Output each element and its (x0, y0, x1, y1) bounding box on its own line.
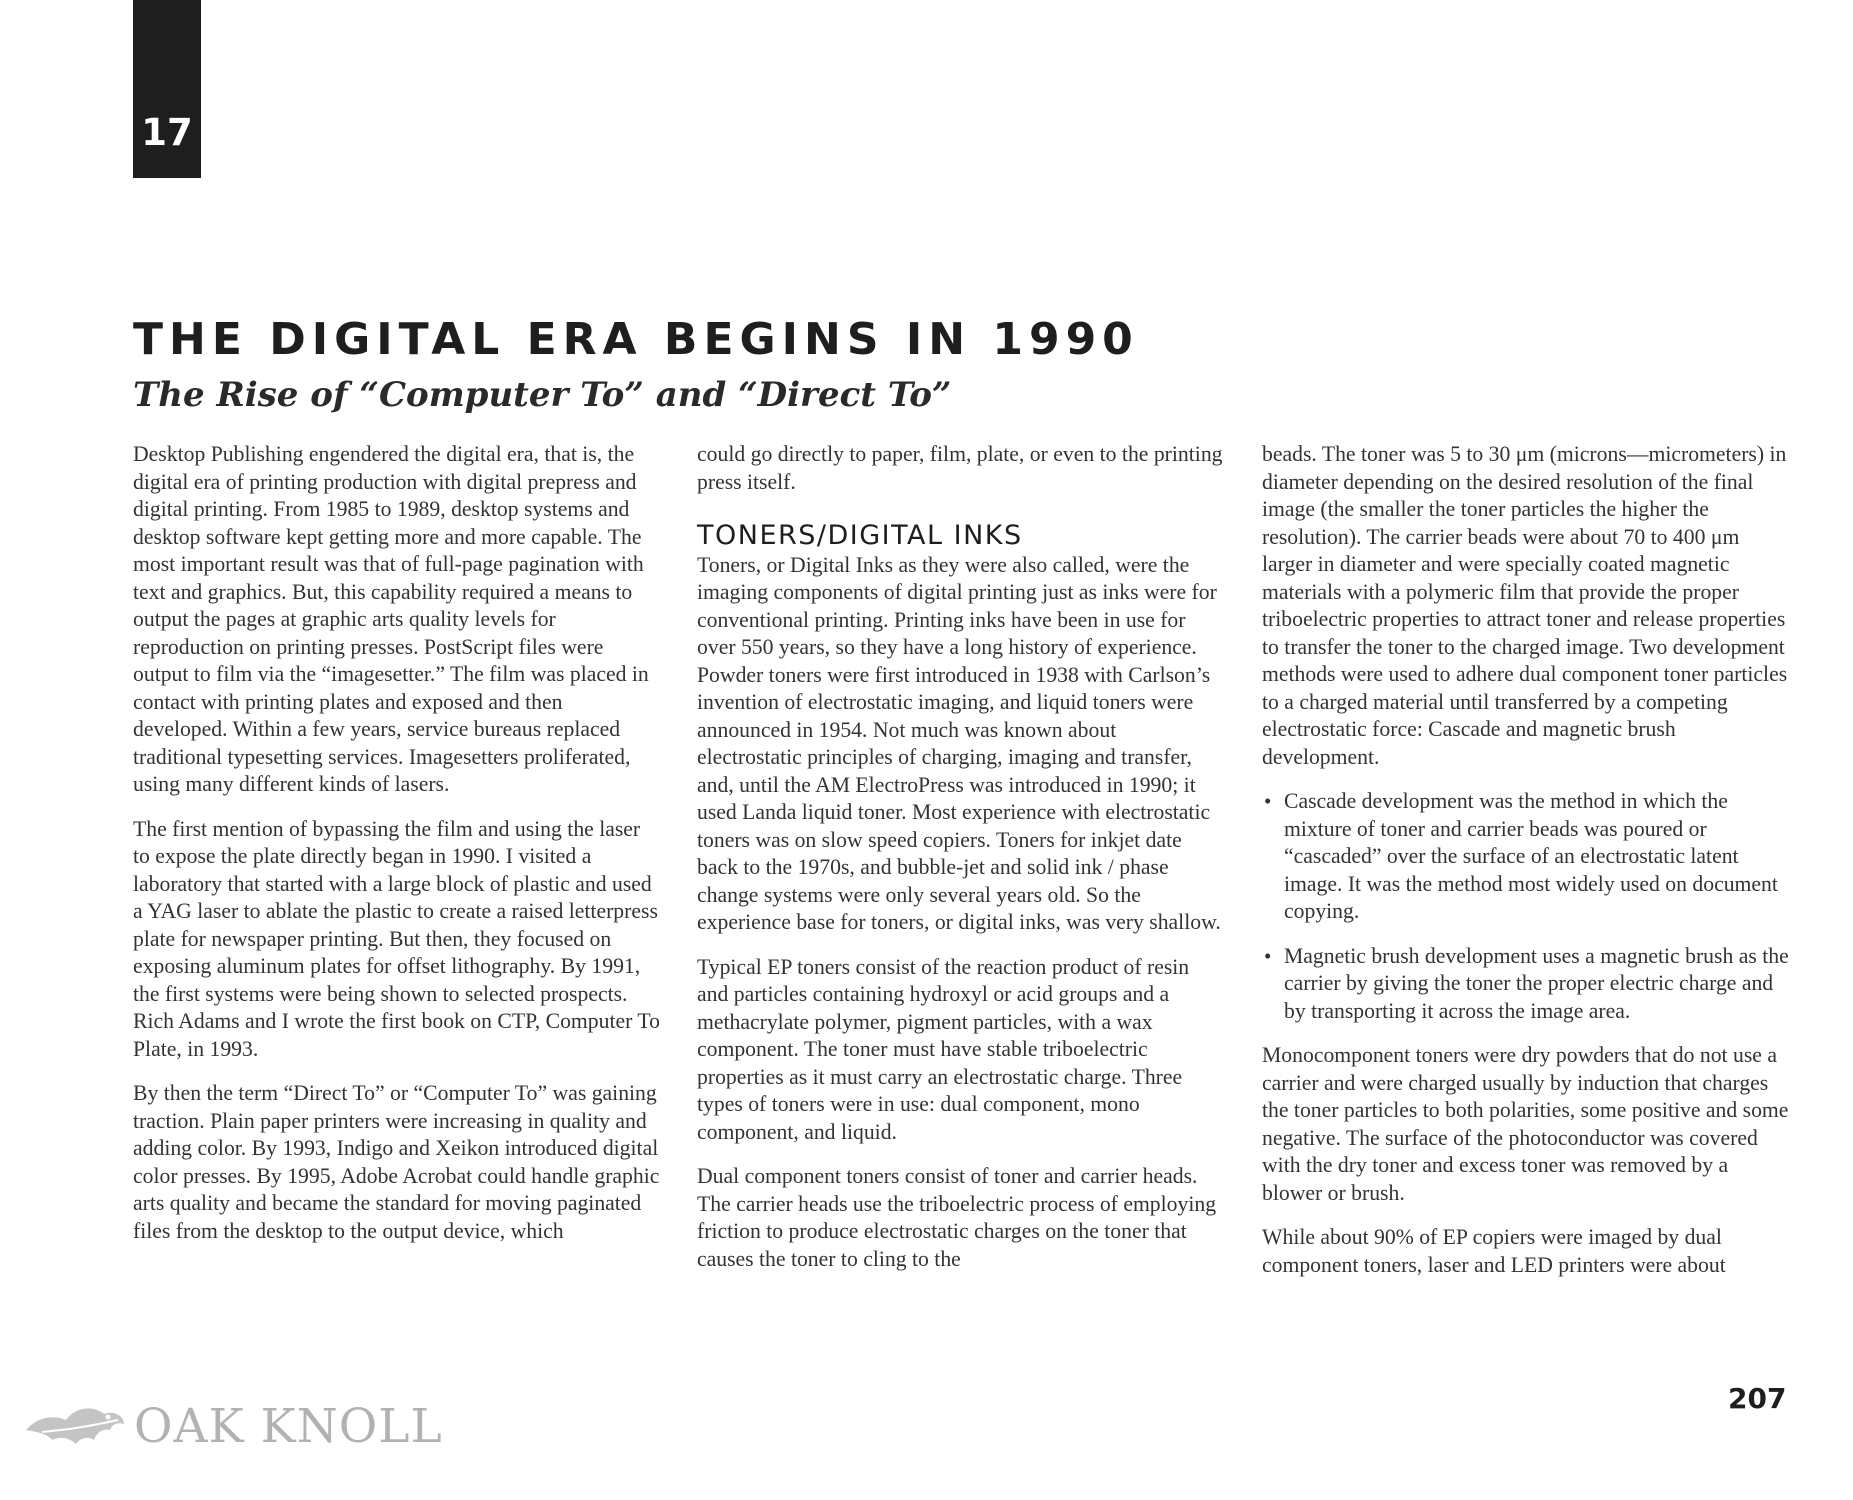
text-column-1 (133, 441, 661, 1262)
chapter-number: 17 (141, 111, 193, 154)
paragraph: beads. The toner was 5 to 30 μm (microns—micrometers) in diameter depending on the desired resolution of the final image (the smaller the toner particles the higher the resolution). The carrier beads were about 70 to 400 μm larger in diameter and were specially coated magnetic materials with a polymeric film that provide the proper triboelectric properties to attract toner and release properties to transfer the toner to the charged image. Two development methods were used to adhere dual component toner particles to a charged material until transferred by a competing electrostatic force: Cascade and magnetic brush development. (1262, 442, 1788, 769)
bullet-text: Cascade development was the method in which the mixture of toner and carrier beads was poured or “cascaded” over the surface of an electrostatic latent image. It was the method most widely used on document copying. (1284, 789, 1778, 923)
chapter-tab (133, 0, 201, 178)
bullet-text: Magnetic brush development uses a magnetic brush as the carrier by giving the toner the proper electric charge and by transporting it across the image area. (1284, 943, 1789, 1023)
page-subtitle: The Rise of “Computer To” and “Direct To” (133, 375, 952, 415)
bullet-list (1262, 788, 1790, 1025)
text-column-2 (697, 441, 1225, 1290)
page-title: THE DIGITAL ERA BEGINS IN 1990 (133, 314, 1139, 365)
logo-text: OAK KNOLL (134, 1398, 443, 1454)
paragraph: could go directly to paper, film, plate, or even to the printing press itself. (697, 442, 1223, 494)
paragraph: Dual component toners consist of toner and carrier heads. The carrier heads use the triboelectric process of employing friction to produce electrostatic charges on the toner that causes the toner to cling to the (697, 1164, 1217, 1271)
paragraph: Toners, or Digital Inks as they were also called, were the imaging components of digital printing just as inks were for conventional printing. Printing inks have been in use for over 550 years, so they have a long history of experience. Powder toners were first introduced in 1938 with Carlson’s invention of electrostatic imaging, and liquid toners were announced in 1954. Not much was known about electrostatic principles of charging, imaging and transfer, and, until the AM ElectroPress was introduced in 1990; it used Landa liquid toner. Most experience with electrostatic toners was on slow speed copiers. Toners for inkjet date back to the 1970s, and bubble-jet and solid ink / phase change systems were only several years old. So the experience base for toners, or digital inks, was very shallow. (697, 552, 1221, 934)
paragraph: By then the term “Direct To” or “Computer To” was gaining traction. Plain paper printers were increasing in quality and adding color. By 1993, Indigo and Xeikon introduced digital color presses. By 1995, Adobe Acrobat could handle graphic arts quality and became the standard for moving paginated files from the desktop to the output device, which (133, 1081, 660, 1243)
oak-knoll-watermark (22, 1396, 443, 1456)
page-number: 207 (1728, 1382, 1787, 1415)
paragraph: Typical EP toners consist of the reaction product of resin and particles containing hydroxyl or acid groups and a methacrylate polymer, pigment particles, with a wax component. The toner must have stable triboelectric properties as it must carry an electrostatic charge. Three types of toners were in use: dual component, mono component, and liquid. (697, 954, 1190, 1144)
paragraph: Desktop Publishing engendered the digital era, that is, the digital era of printing production with digital prepress and digital printing. From 1985 to 1989, desktop systems and desktop software kept getting more and more capable. The most important result was that of full-page pagination with text and graphics. But, this capability required a means to output the pages at graphic arts quality levels for reproduction on printing presses. PostScript files were output to film via the “imagesetter.” The film was placed in contact with printing plates and exposed and then developed. Within a few years, service bureaus replaced traditional typesetting services. Imagesetters proliferated, using many different kinds of lasers. (133, 442, 649, 796)
paragraph: The first mention of bypassing the film and using the laser to expose the plate directly began in 1990. I visited a laboratory that started with a large block of plastic and used a YAG laser to ablate the plastic to create a raised letterpress plate for newspaper printing. But then, they focused on exposing aluminum plates for offset lithography. By 1991, the first systems were being shown to selected prospects. Rich Adams and I wrote the first book on CTP, Computer To Plate, in 1993. (133, 816, 660, 1061)
paragraph: Monocomponent toners were dry powders that do not use a carrier and were charged usually by induction that charges the toner particles to both polarities, some positive and some negative. The surface of the photoconductor was covered with the dry toner and excess toner was removed by a blower or brush. (1262, 1043, 1789, 1205)
bullet-item (1262, 788, 1790, 926)
bullet-item (1262, 943, 1790, 1026)
section-heading: TONERS/DIGITAL INKS (697, 520, 1023, 551)
oak-leaf-logo-icon (22, 1400, 128, 1452)
bullet-icon: • (1264, 789, 1272, 813)
paragraph: While about 90% of EP copiers were imaged by dual component toners, laser and LED printers were about (1262, 1225, 1726, 1277)
text-column-3 (1262, 441, 1790, 1296)
bullet-icon: • (1264, 943, 1272, 968)
